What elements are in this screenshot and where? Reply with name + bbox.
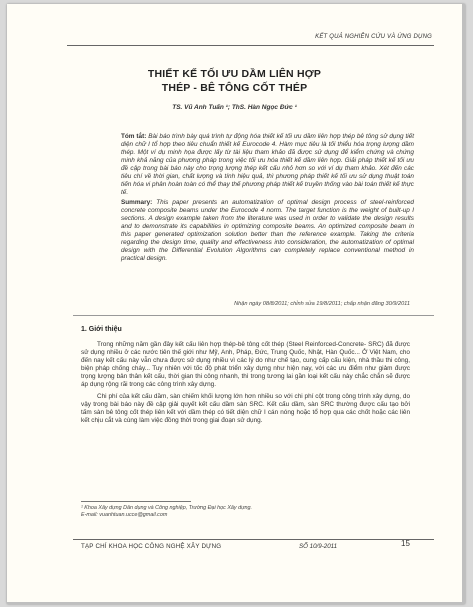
abstract-vi-label: Tóm tắt:	[121, 133, 147, 140]
header-rule	[67, 45, 434, 46]
received-dates: Nhận ngày 08/8/2011; chỉnh sửa 19/8/2011; chấp nhận đăng 30/9/2011	[234, 301, 410, 307]
title-line-1: THIẾT KẾ TỐI ƯU DẦM LIÊN HỢP	[147, 68, 322, 80]
title-line-2: THÉP - BÊ TÔNG CỐT THÉP	[161, 82, 308, 94]
footnote-affiliation: ¹ Khoa Xây dựng Dân dụng và Công nghiệp, Trường Đại học Xây dựng.	[81, 505, 253, 511]
separator-rule	[73, 315, 434, 316]
authors: TS. Vũ Anh Tuấn ¹; ThS. Hàn Ngọc Đức ¹	[172, 104, 297, 111]
footer-issue: SỐ 10/9-2011	[299, 543, 338, 550]
abstract-en-text: This paper presents an automatization of optimal design process of steel-reinforced concrete composite beams under the Eurocode 4 norm. The target function is the weight of built-up I sections. A design example taken from the literature was used in order to validate the design results and to demonstrate its capabilities in optimizing composite beams. An optimized composite beam in this paper generated optimization solution better than the reference example. Taking the criteria regarding the design time, quality and effectiveness into consideration, the automatization of optimal design with the Differential Evolution Algorithms can completely replace conventional method in practical design.	[121, 199, 414, 262]
footnote	[81, 505, 410, 519]
footer-rule	[73, 539, 434, 540]
section-heading: 1. Giới thiệu	[81, 326, 122, 333]
abstract-vi-text: Bài báo trình bày quá trình tự động hóa thiết kế tối ưu dầm liên hợp thép bê tông sử dụng tiết diện chữ I tổ hợp theo tiêu chuẩn thiết kế Eurocode 4. Hàm mục tiêu là tối thiểu hóa trọng lượng dầm thép. Một ví dụ minh họa được lấy từ tài liệu tham khảo đã được sử dụng để kiểm chứng và chứng minh khả năng của phương pháp trong việc tối ưu hóa thiết kế dầm liên hợp. Giải pháp thiết kế tối ưu đề cập trong bài báo này cho trọng lượng thép kết cấu nhỏ hơn so với ví dụ tham khảo. Xét đến các tiêu chí về thời gian, chất lượng và tính hiệu quả, thì phương pháp thiết kế tối ưu sử dụng thuật toán tiến hóa vi phân hoàn toàn có thể thay thế phương pháp thiết kế truyền thống vào bài toán thiết kế thực tế.	[121, 133, 414, 196]
footer-journal-name: TẠP CHÍ KHOA HỌC CÔNG NGHỆ XÂY DỰNG	[81, 543, 222, 550]
footnote-email: E-mail: vuanhtuan.ucce@gmail.com	[81, 512, 168, 518]
running-head: KẾT QUẢ NGHIÊN CỨU VÀ ỨNG DỤNG	[315, 34, 432, 40]
paragraph: Chi phí của kết cấu dầm, sàn chiếm khối lượng lớn hơn nhiều so với chi phí cột trong công trình xây dựng, do vậy trong bài báo này đề cập giải quyết kết cấu dầm sàn SRC. Kết cấu dầm, sàn SRC thường được cấu tạo bởi tấm sàn bê tông cốt thép liên kết với dầm thép có tiết diện chữ I cán nóng hoặc tổ hợp qua các chốt hoặc các liên kết chịu cắt và cùng làm việc đồng thời trong giai đoạn sử dụng.	[81, 393, 410, 424]
abstract	[121, 133, 414, 265]
body-text	[81, 341, 410, 429]
footnote-rule	[81, 501, 191, 502]
abstract-en-label: Summary:	[121, 199, 153, 206]
paragraph: Trong những năm gần đây kết cấu liên hợp thép-bê tông cốt thép (Steel Reinforced-Concrete- SRC) đã được sử dụng nhiều ở các nước tiên thế giới như Mỹ, Anh, Pháp, Đức, Trung Quốc, Nhật, Hàn Quốc... Ở Việt Nam, cho đến nay kết cấu này vẫn chưa được sử dụng nhiều vì các lý do như chế tạo, cung cấp cấu kiện, nhà thầu thi công, biện pháp chống cháy... Tuy nhiên với tốc độ phát triển xây dựng như hiện nay, với các ưu điểm như giảm được trọng lượng bản thân kết cấu, thời gian thi công nhanh, thì trong tương lai gần loại kết cấu này chắc chắn sẽ được áp dụng rộng rãi trong các công trình xây dựng.	[81, 341, 410, 388]
journal-page	[7, 4, 465, 604]
page-number: 15	[401, 539, 410, 548]
abstract-vi	[121, 133, 414, 197]
abstract-en	[121, 199, 414, 263]
